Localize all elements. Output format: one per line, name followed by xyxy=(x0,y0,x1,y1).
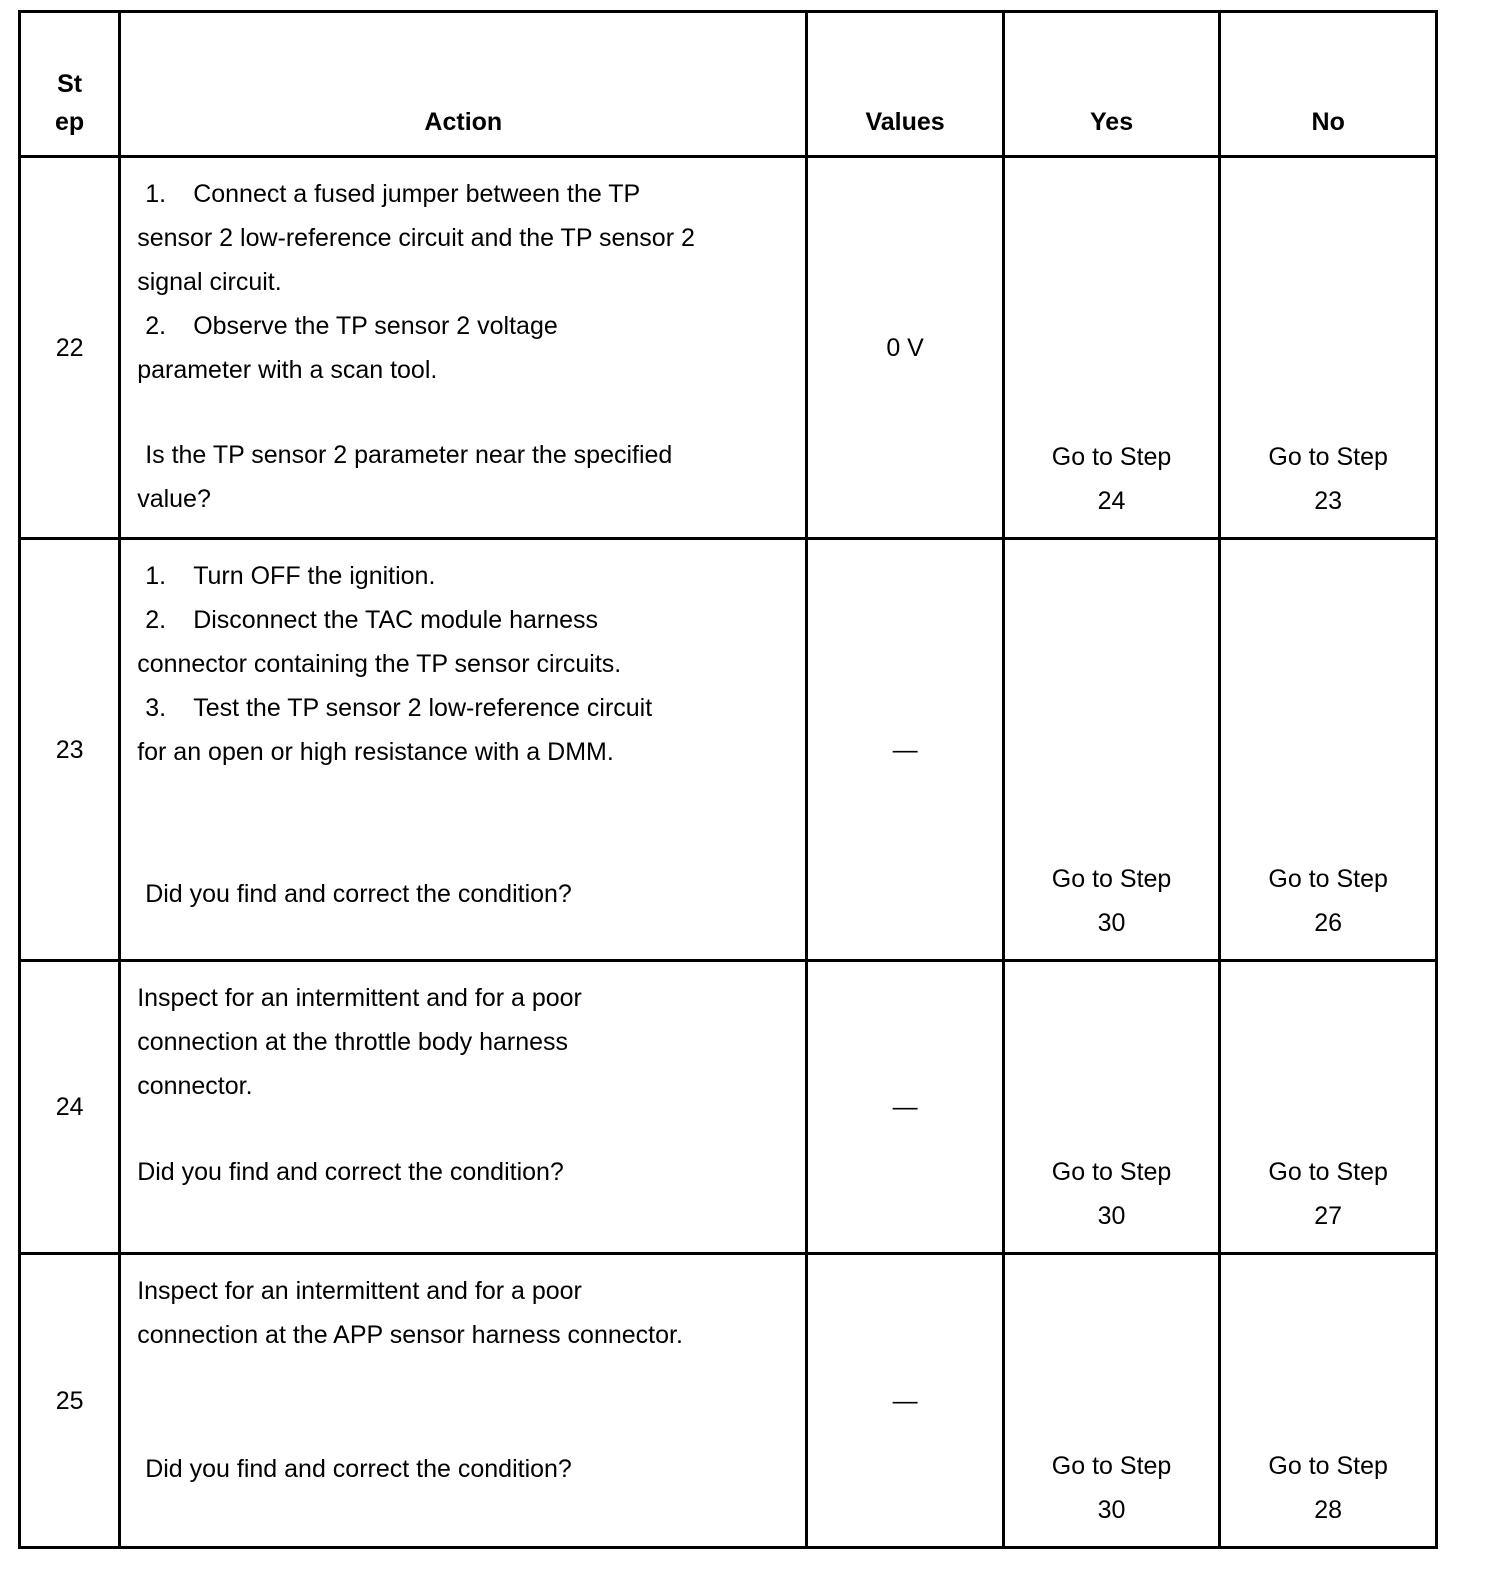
yes-goto-step: 30 xyxy=(1097,1496,1126,1524)
action-line: signal circuit. xyxy=(137,268,282,296)
value-cell: 0 V xyxy=(807,157,1003,539)
header-step-line2: ep xyxy=(55,108,85,136)
diagnostic-table xyxy=(18,10,1438,1549)
action-line: 2. Disconnect the TAC module harness xyxy=(145,606,599,634)
no-cell xyxy=(1220,157,1437,539)
table-row xyxy=(20,539,1437,961)
yes-cell xyxy=(1003,539,1220,961)
action-line: connector. xyxy=(137,1072,253,1100)
value-cell: — xyxy=(807,539,1003,961)
question-text-cont: value? xyxy=(137,485,211,513)
header-yes: Yes xyxy=(1003,12,1220,157)
action-line: 2. Observe the TP sensor 2 voltage xyxy=(145,312,558,340)
yes-cell xyxy=(1003,157,1220,539)
step-number: 23 xyxy=(20,539,120,961)
question-text: Did you find and correct the condition? xyxy=(145,1455,572,1483)
action-cell xyxy=(120,157,807,539)
no-goto-label: Go to Step xyxy=(1268,1452,1388,1480)
no-goto-step: 28 xyxy=(1314,1496,1343,1524)
action-line: for an open or high resistance with a DMM. xyxy=(137,738,614,766)
yes-goto-label: Go to Step xyxy=(1051,1158,1172,1186)
question-text: Did you find and correct the condition? xyxy=(137,1158,564,1186)
step-number: 25 xyxy=(20,1254,120,1548)
no-cell xyxy=(1220,961,1437,1254)
yes-goto-label: Go to Step xyxy=(1051,865,1172,893)
action-line: sensor 2 low-reference circuit and the TP sensor 2 xyxy=(137,224,695,252)
no-goto-step: 27 xyxy=(1314,1202,1343,1230)
no-goto-label: Go to Step xyxy=(1268,1158,1388,1186)
action-cell xyxy=(120,539,807,961)
action-cell xyxy=(120,1254,807,1548)
step-number: 22 xyxy=(20,157,120,539)
action-line: 3. Test the TP sensor 2 low-reference circuit xyxy=(145,694,653,722)
no-goto-label: Go to Step xyxy=(1268,865,1388,893)
no-cell xyxy=(1220,539,1437,961)
header-step-line1: St xyxy=(57,70,83,98)
question-text: Did you find and correct the condition? xyxy=(145,880,572,908)
table-row xyxy=(20,157,1437,539)
value-cell: — xyxy=(807,961,1003,1254)
yes-cell xyxy=(1003,961,1220,1254)
action-line: parameter with a scan tool. xyxy=(137,356,438,384)
action-line: 1. Turn OFF the ignition. xyxy=(145,562,436,590)
yes-goto-step: 30 xyxy=(1097,909,1126,937)
action-line: Inspect for an intermittent and for a poor xyxy=(137,1277,582,1305)
action-line: connection at the APP sensor harness connector. xyxy=(137,1321,683,1349)
no-cell xyxy=(1220,1254,1437,1548)
action-line: connection at the throttle body harness xyxy=(137,1028,569,1056)
no-goto-step: 26 xyxy=(1314,909,1343,937)
header-row xyxy=(20,12,1437,157)
action-line: 1. Connect a fused jumper between the TP xyxy=(145,180,641,208)
action-line: Inspect for an intermittent and for a poor xyxy=(137,984,582,1012)
header-values: Values xyxy=(807,12,1003,157)
table-row xyxy=(20,961,1437,1254)
yes-goto-label: Go to Step xyxy=(1051,443,1172,471)
yes-goto-step: 30 xyxy=(1097,1202,1126,1230)
no-goto-label: Go to Step xyxy=(1268,443,1388,471)
yes-goto-step: 24 xyxy=(1097,487,1126,515)
yes-goto-label: Go to Step xyxy=(1051,1452,1172,1480)
action-line: connector containing the TP sensor circuits. xyxy=(137,650,622,678)
table-row xyxy=(20,1254,1437,1548)
step-number: 24 xyxy=(20,961,120,1254)
header-step xyxy=(20,12,120,157)
header-no: No xyxy=(1220,12,1437,157)
question-text: Is the TP sensor 2 parameter near the specified xyxy=(145,441,673,469)
no-goto-step: 23 xyxy=(1314,487,1343,515)
action-cell xyxy=(120,961,807,1254)
header-action: Action xyxy=(120,12,807,157)
yes-cell xyxy=(1003,1254,1220,1548)
value-cell: — xyxy=(807,1254,1003,1548)
